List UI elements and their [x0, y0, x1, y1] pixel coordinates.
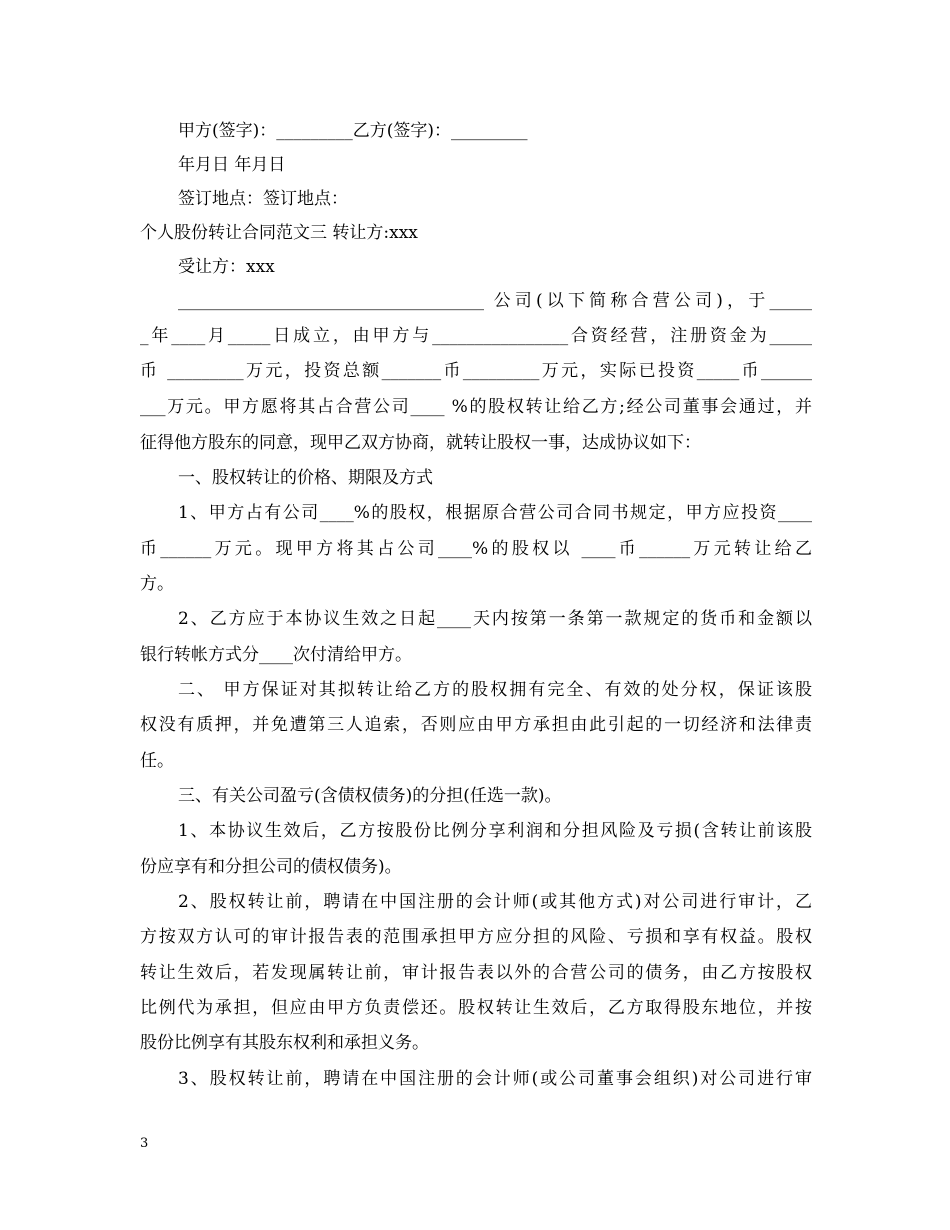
paragraph-line: 币______万元。现甲方将其占公司____%的股权以 ____币______万元转让给乙 [140, 539, 812, 559]
transferee-line: 受让方：xxx [178, 257, 275, 277]
clause-heading: 三、有关公司盈亏(含债权债务)的分担(任选一款)。 [178, 786, 562, 806]
paragraph-line: 2、乙方应于本协议生效之日起____天内按第一条第一款规定的货币和金额以 [178, 609, 812, 629]
section-title-line: 个人股份转让合同范文三 转让方:xxx [140, 223, 418, 243]
paragraph-line: ____________________________________ 公司(以下简称合营公司)，于_____ [178, 291, 812, 311]
clause-heading: 一、股权转让的价格、期限及方式 [178, 468, 433, 488]
paragraph-line: ___万元。甲方愿将其占合营公司____ %的股权转让给乙方;经公司董事会通过，并 [140, 397, 812, 417]
paragraph-line: 权没有质押，并免遭第三人追索，否则应由甲方承担由此引起的一切经济和法律责 [140, 715, 812, 735]
paragraph-line: 1、甲方占有公司____%的股权，根据原合营公司合同书规定，甲方应投资____ [178, 503, 812, 523]
paragraph-line: 比例代为承担，但应由甲方负责偿还。股权转让生效后，乙方取得股东地位，并按 [140, 998, 812, 1018]
paragraph-line: 1、本协议生效后，乙方按股份比例分享利润和分担风险及亏损(含转让前该股 [178, 821, 812, 841]
paragraph-line: 股份比例享有其股东权利和承担义务。 [140, 1033, 429, 1053]
paragraph-line: 2、股权转让前，聘请在中国注册的会计师(或其他方式)对公司进行审计，乙 [178, 892, 812, 912]
paragraph-line: 方。 [140, 574, 174, 594]
paragraph-line: 3、股权转让前，聘请在中国注册的会计师(或公司董事会组织)对公司进行审 [178, 1069, 812, 1089]
paragraph-line: 银行转帐方式分____次付清给甲方。 [140, 645, 412, 665]
signing-place-line: 签订地点：签订地点： [178, 189, 348, 209]
page-number: 3 [140, 1136, 149, 1151]
paragraph-line: 征得他方股东的同意，现甲乙双方协商，就转让股权一事，达成协议如下： [140, 433, 701, 453]
paragraph-line: 二、 甲方保证对其拟转让给乙方的股权拥有完全、有效的处分权，保证该股 [178, 680, 812, 700]
paragraph-line: 份应享有和分担公司的债权债务)。 [140, 857, 402, 877]
signature-line: 甲方(签字)：_________乙方(签字)：_________ [178, 121, 528, 141]
paragraph-line: _年____月_____日成立，由甲方与________________合资经营，注册资金为_____ [140, 326, 812, 346]
paragraph-line: 币 _________万元，投资总额_______币_________万元，实际已投资_____币______ [140, 361, 812, 381]
paragraph-line: 任。 [140, 751, 174, 771]
paragraph-line: 方按双方认可的审计报告表的范围承担甲方应分担的风险、亏损和享有权益。股权 [140, 927, 812, 947]
date-line: 年月日 年月日 [178, 155, 286, 175]
paragraph-line: 转让生效后，若发现属转让前，审计报告表以外的合营公司的债务，由乙方按股权 [140, 963, 812, 983]
